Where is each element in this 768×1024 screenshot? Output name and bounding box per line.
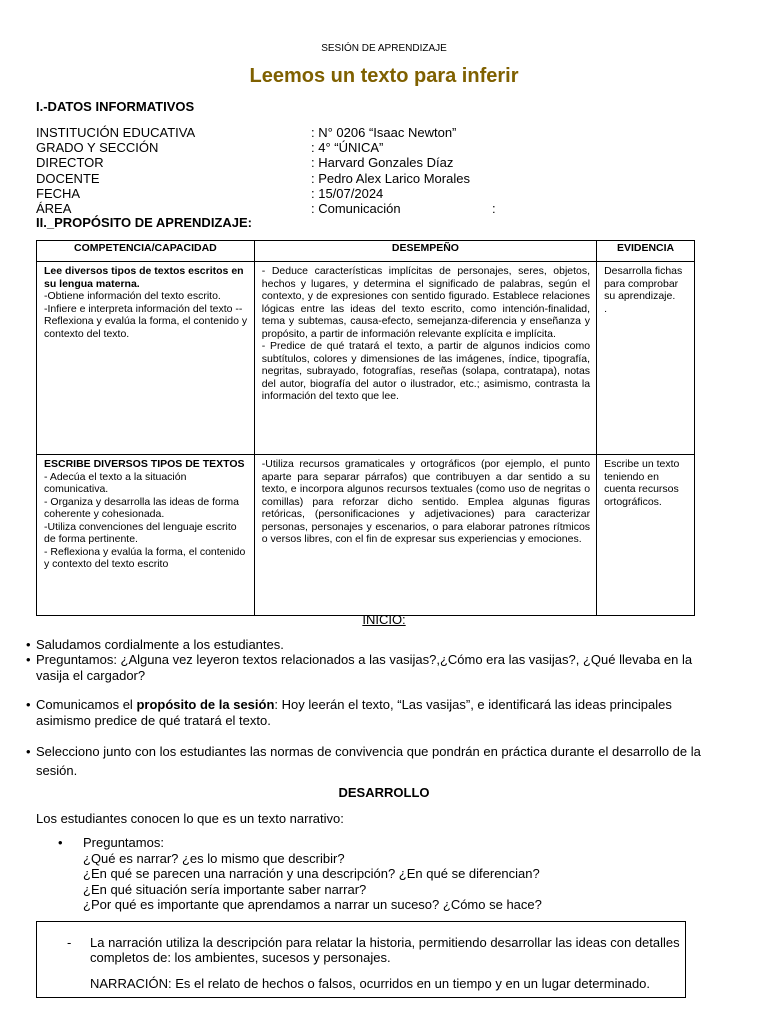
table-header-row [37, 241, 695, 262]
document-title: Leemos un texto para inferir [249, 65, 519, 87]
bullet-text: Selecciono junto con los estudiantes las normas de convivencia que pondrán en práctica durante el desarrollo de la sesión. [36, 744, 701, 778]
column-header: EVIDENCIA [597, 241, 695, 262]
narration-definition: NARRACIÓN: Es el relato de hechos o falsos, ocurridos en un tiempo y en un lugar determinado. [90, 976, 651, 991]
inicio-bullet [26, 697, 716, 729]
info-label: FECHA [36, 185, 81, 201]
info-label: GRADO Y SECCIÓN [36, 140, 159, 156]
desempeno-item: -Utiliza recursos gramaticales y ortográficos (por ejemplo, el punto aparte para separar párrafos) que contribuyen a dar sentido a su texto, e incorpora algunos recursos textuales (como uso de negritas o comillas) para reforzar dicho sentido. Emplea algunas figuras retóricas, (personificaciones y adjetivaciones) para caracterizar personas, personajes y escenarios, o para elaborar patrones rítmicos o versos libres, con el fin de expresar sus experiencias y emociones. [261, 458, 591, 545]
evidencia-text: . [604, 302, 607, 315]
column-header: DESEMPEÑO [254, 241, 596, 262]
inicio-bullet [26, 637, 716, 653]
info-block [36, 125, 736, 216]
question-item: ¿En qué situación sería importante saber narrar? [83, 881, 367, 897]
question-item: ¿Por qué es importante que aprendamos a narrar un suceso? ¿Cómo se hace? [83, 897, 542, 912]
info-label: DOCENTE [36, 170, 100, 186]
info-label: INSTITUCIÓN EDUCATIVA [36, 125, 196, 140]
evidencia-cell [597, 455, 695, 616]
column-header: COMPETENCIA/CAPACIDAD [37, 241, 255, 262]
dash-marker: - [67, 935, 72, 950]
info-extra: : [492, 200, 496, 216]
info-label: DIRECTOR [36, 155, 104, 171]
capacidad-item: -Obtiene información del texto escrito. [44, 290, 221, 302]
question-list [58, 835, 542, 913]
bullet-text-part: : Hoy leerán el texto, “Las vasijas”, e identificará las ideas principales asimismo predice de qué tratará el texto. [36, 697, 672, 728]
narration-box [36, 921, 686, 998]
bullet-dot-icon: • [26, 652, 31, 667]
table-row [37, 262, 695, 455]
capacidad-item: - Adecúa el texto a la situación comunicativa. [44, 470, 187, 495]
desempeno-cell [254, 455, 596, 616]
bullet-dot-icon: • [26, 744, 31, 759]
inicio-bullet [26, 742, 716, 780]
info-value: : Harvard Gonzales Díaz [311, 155, 454, 171]
desarrollo-intro: Los estudiantes conocen lo que es un texto narrativo: [36, 811, 344, 826]
competencia-cell [37, 262, 255, 455]
bullet-text [26, 697, 716, 729]
info-value: : Pedro Alex Larico Morales [311, 170, 470, 186]
bullet-dot-icon: • [58, 835, 63, 850]
evidencia-text: Desarrolla fichas para comprobar su aprendizaje. [604, 265, 683, 302]
info-row-fecha [36, 186, 736, 201]
inicio-heading: INICIO: [362, 612, 406, 627]
capacidad-item: -Infiere e interpreta información del texto --Reflexiona y evalúa la forma, el contenido y contexto del texto. [44, 302, 248, 340]
info-value: : 15/07/2024 [311, 185, 384, 201]
question-item: ¿En qué se parecen una narración y una descripción? ¿En qué se diferencian? [83, 866, 540, 881]
capacidad-item: -Utiliza convenciones del lenguaje escrito de forma pertinente. [44, 520, 237, 545]
bullet-text-part: Comunicamos el [36, 697, 137, 712]
info-label: ÁREA [36, 200, 72, 216]
competencia-title: Lee diversos tipos de textos escritos en su lengua materna. [44, 265, 244, 290]
evidencia-cell [597, 262, 695, 455]
info-value: : N° 0206 “Isaac Newton” [311, 125, 457, 140]
bullet-dot-icon: • [26, 697, 31, 712]
bullet-text: Saludamos cordialmente a los estudiantes. [36, 637, 284, 652]
table-row [37, 455, 695, 616]
evidencia-text: Escribe un texto teniendo en cuenta recursos ortográficos. [604, 458, 680, 508]
desempeno-cell [254, 262, 596, 455]
bullet-text: Preguntamos: ¿Alguna vez leyeron textos relacionados a las vasijas?,¿Cómo era las vasijas?, ¿Qué llevaba en la vasija el cargador? [36, 652, 693, 683]
info-value: : 4° “ÚNICA” [311, 140, 384, 156]
question-item: Preguntamos: [83, 835, 164, 850]
info-row-institucion [36, 125, 736, 140]
capacidad-item: - Reflexiona y evalúa la forma, el contenido y contexto del texto escrito [44, 545, 246, 570]
competencia-title: ESCRIBE DIVERSOS TIPOS DE TEXTOS [44, 458, 245, 470]
info-row-director [36, 155, 736, 170]
capacidad-item: - Organiza y desarrolla las ideas de forma coherente y cohesionada. [44, 495, 239, 520]
info-row-area [36, 201, 736, 216]
competencia-cell [37, 455, 255, 616]
desarrollo-heading: DESARROLLO [338, 785, 430, 800]
info-row-grado [36, 140, 736, 155]
session-header-label: SESIÓN DE APRENDIZAJE [321, 43, 447, 54]
question-item: ¿Qué es narrar? ¿es lo mismo que describir? [83, 850, 345, 866]
purpose-emphasis: propósito de la sesión [136, 697, 275, 712]
desempeno-item: - Deduce características implícitas de personajes, seres, objetos, hechos y lugares, y determina el significado de palabras, según el contexto, y de expresiones con sentido figurado. Establece relaciones lógicas entre las ideas del texto escrito, como intención-finalidad, tema y subtemas, causa-efecto, semejanza-diferencia y enseñanza y propósito, a partir de información relevante explícita e implícita. [261, 265, 591, 340]
desempeno-item: - Predice de qué tratará el texto, a partir de algunos indicios como subtítulos, colores y dimensiones de las imágenes, índice, tipografía, negritas, subrayado, fotografías, reseñas (solapa, contratapa), notas del autor, biografía del autor o ilustrador, etc.; asimismo, contrasta la información del texto que lee. [261, 340, 591, 402]
info-value: : Comunicación [311, 200, 401, 216]
section-datos-informativos: I.-DATOS INFORMATIVOS [36, 99, 195, 114]
narration-description: La narración utiliza la descripción para relatar la historia, permitiendo desarrollar las ideas con detalles completos de: los ambientes, sucesos y personajes. [90, 935, 680, 965]
inicio-bullet [26, 652, 716, 684]
learning-purpose-table [36, 240, 695, 616]
bullet-dot-icon: • [26, 637, 31, 652]
info-row-docente [36, 171, 736, 186]
section-proposito: II._PROPÓSITO DE APRENDIZAJE: [36, 215, 252, 230]
